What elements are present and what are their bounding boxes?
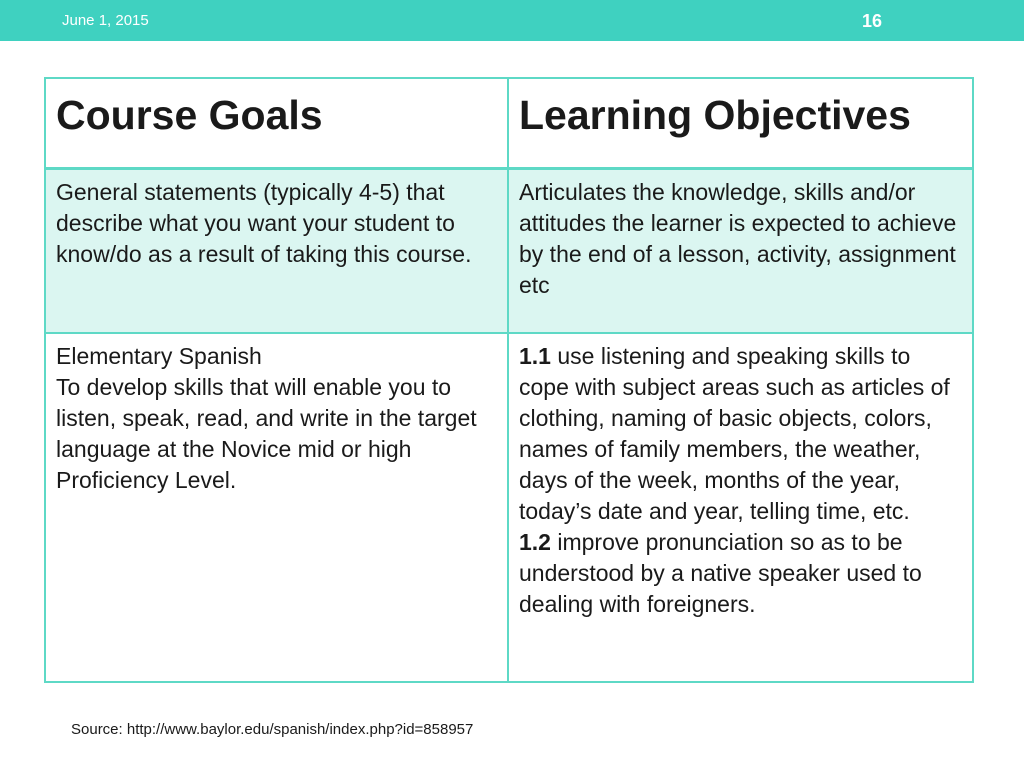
example-course-goal-cell bbox=[45, 333, 508, 682]
objective-text: improve pronunciation so as to be understood by a native speaker used to dealing with foreigners. bbox=[519, 529, 922, 617]
header-course-goals: Course Goals bbox=[45, 78, 508, 169]
objective-number: 1.1 bbox=[519, 343, 551, 369]
objective-item bbox=[519, 341, 962, 527]
objective-text: use listening and speaking skills to cope with subject areas such as articles of clothing, naming of basic objects, colors, names of family members, the weather, days of the week, months of the year, today’s date and year, telling time, etc. bbox=[519, 343, 950, 524]
source-citation: Source: http://www.baylor.edu/spanish/index.php?id=858957 bbox=[71, 721, 474, 738]
objective-number: 1.2 bbox=[519, 529, 551, 555]
slide-date: June 1, 2015 bbox=[62, 12, 149, 29]
definition-row bbox=[45, 169, 973, 334]
example-objectives-cell bbox=[508, 333, 973, 682]
goals-objectives-table bbox=[44, 77, 974, 683]
page-number: 16 bbox=[862, 11, 883, 31]
header-learning-objectives: Learning Objectives bbox=[508, 78, 973, 169]
example-row bbox=[45, 333, 973, 682]
table-header-row bbox=[45, 78, 973, 169]
goal-title: Elementary Spanish bbox=[56, 343, 262, 369]
header-bar bbox=[0, 0, 1024, 41]
objective-item bbox=[519, 527, 962, 620]
goal-text: To develop skills that will enable you to listen, speak, read, and write in the target language at the Novice mid or high Proficiency Level. bbox=[56, 374, 477, 493]
course-goals-definition: General statements (typically 4-5) that describe what you want your student to know/do as a result of taking this course. bbox=[45, 169, 508, 334]
learning-objectives-definition: Articulates the knowledge, skills and/or attitudes the learner is expected to achieve by the end of a lesson, activity, assignment etc bbox=[508, 169, 973, 334]
